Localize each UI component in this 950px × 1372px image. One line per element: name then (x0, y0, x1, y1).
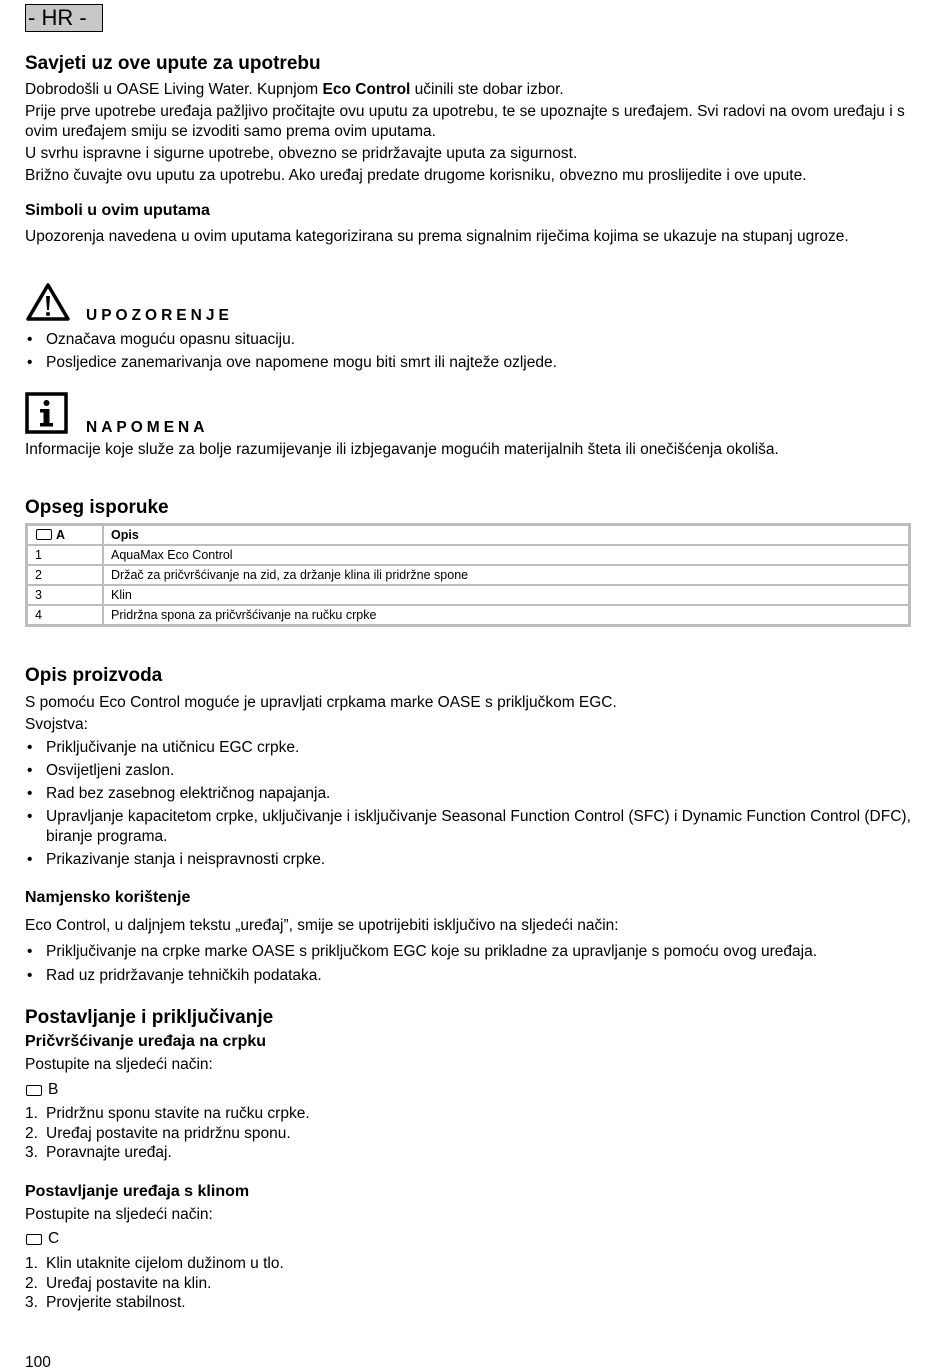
list-item: • Označava moguću opasnu situaciju. (25, 330, 905, 350)
list-item: • Priključivanje na crpke marke OASE s priključkom EGC koje su prikladne za upravljanje s pomoću ovog uređaja. (25, 942, 915, 962)
list-item: • Rad uz pridržavanje tehničkih podataka. (25, 966, 915, 986)
figure-letter: C (48, 1230, 60, 1247)
page-number: 100 (25, 1354, 51, 1371)
install-heading: Postavljanje i priključivanje (25, 1007, 274, 1028)
welcome-text-post: učinili ste dobar izbor. (410, 81, 564, 98)
figure-reference-b (25, 1081, 58, 1099)
intro-welcome (25, 80, 915, 100)
step-number: 1. (25, 1105, 38, 1122)
scope-table (25, 523, 911, 627)
note-label: NAPOMENA (86, 419, 209, 436)
step-number: 3. (25, 1144, 38, 1162)
list-item: • Prikazivanje stanja i neispravnosti crpke. (25, 850, 915, 870)
table-cell-number: 1 (27, 545, 103, 565)
install-pump-intro: Postupite na sljedeći način: (25, 1056, 213, 1073)
list-item: • Upravljanje kapacitetom crpke, uključivanje i isključivanje Seasonal Function Control (SFC) i Dynamic Function Control (DFC), biranje programa. (25, 807, 915, 846)
welcome-text-pre: Dobrodošli u OASE Living Water. Kupnjom (25, 81, 323, 98)
list-item: • Posljedice zanemarivanja ove napomene mogu biti smrt ili najteže ozljede. (25, 353, 905, 373)
scope-heading: Opseg isporuke (25, 497, 169, 518)
product-name: Eco Control (322, 81, 411, 98)
symbols-text: Upozorenja navedena u ovim uputama kategorizirana su prema signalnim riječima kojima se ukazuje na stupanj ugroze. (25, 228, 849, 245)
figure-letter: A (56, 528, 66, 542)
list-item (25, 1274, 284, 1294)
features-label: Svojstva: (25, 716, 88, 733)
table-cell-number: 2 (27, 565, 103, 585)
list-item (25, 1104, 310, 1124)
intro-heading: Savjeti uz ove upute za upotrebu (25, 53, 321, 74)
intended-heading: Namjensko korištenje (25, 889, 191, 906)
figure-icon (26, 1234, 42, 1245)
step-text: Klin utaknite cijelom dužinom u tlo. (46, 1255, 284, 1272)
list-item (25, 1254, 284, 1274)
intro-paragraph-3: Brižno čuvajte ovu uputu za upotrebu. Ako uređaj predate drugome korisniku, obvezno mu proslijedite i ove upute. (25, 167, 807, 184)
table-cell-description: Držač za pričvršćivanje na zid, za držanje klina ili pridržne spone (103, 565, 909, 585)
table-cell-number: 3 (27, 585, 103, 605)
table-cell-description: AquaMax Eco Control (103, 545, 909, 565)
list-item: • Priključivanje na utičnicu EGC crpke. (25, 738, 915, 758)
table-row (27, 545, 909, 565)
step-number: 2. (25, 1124, 38, 1142)
install-pump-steps (25, 1104, 310, 1163)
table-row (27, 605, 909, 625)
step-number: 1. (25, 1255, 38, 1272)
install-pump-heading: Pričvršćivanje uređaja na crpku (25, 1033, 267, 1050)
intro-paragraph-1: Prije prve upotrebe uređaja pažljivo pročitajte ovu uputu za upotrebu, te se upoznajte s uređajem. Svi radovi na ovom uređaju i s ovim uređajem smiju se izvoditi samo prema ovim uputama. (25, 103, 905, 140)
table-cell-description: Klin (103, 585, 909, 605)
figure-letter: B (48, 1081, 59, 1098)
intended-text: Eco Control, u daljnjem tekstu „uređaj”, smije se upotrijebiti isključivo na sljedeći način: (25, 917, 619, 934)
figure-icon (26, 1085, 42, 1096)
table-header-row (27, 525, 909, 545)
warning-triangle-icon (25, 282, 71, 322)
table-header-description: Opis (103, 525, 909, 545)
intended-list (25, 942, 915, 986)
features-list (25, 738, 915, 869)
list-item: • Rad bez zasebnog električnog napajanja. (25, 784, 915, 804)
list-item (25, 1143, 310, 1163)
install-stake-intro: Postupite na sljedeći način: (25, 1206, 213, 1223)
info-icon (25, 392, 68, 434)
table-row (27, 565, 909, 585)
step-text: Poravnajte uređaj. (46, 1144, 172, 1162)
step-number: 2. (25, 1274, 38, 1292)
warning-list (25, 330, 905, 372)
list-item (25, 1293, 284, 1313)
list-item (25, 1124, 310, 1144)
figure-reference-c (25, 1230, 59, 1248)
product-heading: Opis proizvoda (25, 665, 163, 686)
product-text: S pomoću Eco Control moguće je upravljati crpkama marke OASE s priključkom EGC. (25, 694, 617, 711)
step-text: Uređaj postavite na pridržnu sponu. (46, 1124, 291, 1142)
step-text: Uređaj postavite na klin. (46, 1274, 212, 1292)
list-item: • Osvijetljeni zaslon. (25, 761, 915, 781)
table-cell-number: 4 (27, 605, 103, 625)
step-number: 3. (25, 1294, 38, 1312)
symbols-heading: Simboli u ovim uputama (25, 202, 210, 219)
intro-paragraph-2: U svrhu ispravne i sigurne upotrebe, obvezno se pridržavajte uputa za sigurnost. (25, 145, 578, 162)
warning-label: UPOZORENJE (86, 307, 233, 324)
table-cell-description: Pridržna spona za pričvršćivanje na ručku crpke (103, 605, 909, 625)
table-header-figure (27, 525, 103, 545)
install-stake-heading: Postavljanje uređaja s klinom (25, 1183, 250, 1200)
language-tag: - HR - (25, 4, 103, 32)
figure-icon (36, 529, 52, 540)
step-text: Provjerite stabilnost. (46, 1294, 186, 1312)
table-row (27, 585, 909, 605)
step-text: Pridržnu sponu stavite na ručku crpke. (46, 1105, 310, 1122)
note-text: Informacije koje služe za bolje razumijevanje ili izbjegavanje mogućih materijalnih šteta ili onečišćenja okoliša. (25, 441, 779, 458)
install-stake-steps (25, 1254, 284, 1313)
